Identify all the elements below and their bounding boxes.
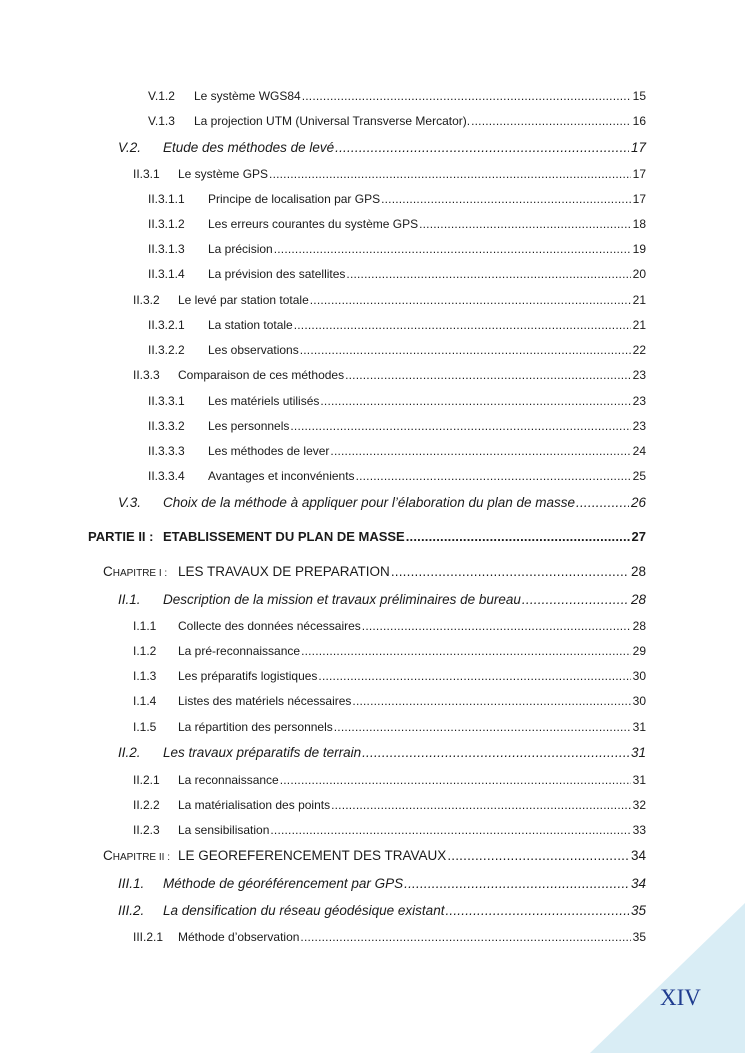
toc-entry[interactable]	[0, 343, 646, 357]
entry-title: Les personnels	[208, 419, 290, 433]
entry-number: II.3.2.1	[148, 318, 185, 332]
entry-number: V.1.2	[148, 89, 175, 103]
toc-entry[interactable]	[0, 167, 646, 181]
corner-decoration	[590, 903, 745, 1053]
leader-dots	[362, 745, 629, 760]
leader-dots	[391, 564, 629, 579]
entry-title: Avantages et inconvénients	[208, 469, 355, 483]
entry-title: Les préparatifs logistiques	[178, 669, 318, 683]
entry-page: 23	[632, 394, 646, 408]
entry-page: 28	[632, 619, 646, 633]
entry-title: Les méthodes de lever	[208, 444, 330, 458]
entry-number: V.1.3	[148, 114, 175, 128]
entry-page: 17	[632, 192, 646, 206]
entry-page: 27	[631, 529, 646, 544]
toc-entry[interactable]	[0, 217, 646, 231]
entry-title: La sensibilisation	[178, 823, 270, 837]
entry-title: La station totale	[208, 318, 293, 332]
leader-dots	[419, 217, 631, 231]
leader-dots	[356, 469, 631, 483]
entry-title: Listes des matériels nécessaires	[178, 694, 352, 708]
entry-number: III.2.1	[133, 930, 164, 944]
entry-number: CHAPITRE II :	[103, 848, 170, 863]
toc-entry-chapter[interactable]	[0, 848, 646, 863]
entry-page: 23	[632, 368, 646, 382]
entry-page: 26	[630, 495, 646, 510]
entry-number: III.1.	[118, 876, 145, 891]
entry-page: 31	[632, 773, 646, 787]
leader-dots	[404, 876, 629, 891]
entry-title: Les observations	[208, 343, 299, 357]
entry-title: Choix de la méthode à appliquer pour l’élaboration du plan de masse	[163, 495, 576, 510]
entry-page: 25	[632, 469, 646, 483]
entry-number: I.1.1	[133, 619, 157, 633]
entry-page: 18	[632, 217, 646, 231]
leader-dots	[300, 930, 630, 944]
leader-dots	[310, 293, 631, 307]
toc-entry[interactable]	[0, 89, 646, 103]
entry-title: La projection UTM (Universal Transverse Mercator).	[194, 114, 471, 128]
toc-entry[interactable]	[0, 114, 646, 128]
toc-entry[interactable]	[0, 394, 646, 408]
entry-number: V.2.	[118, 140, 142, 155]
entry-page: 34	[630, 848, 646, 863]
leader-dots	[381, 192, 631, 206]
entry-page: 30	[632, 669, 646, 683]
toc-entry[interactable]	[0, 669, 646, 683]
leader-dots	[352, 694, 630, 708]
entry-number: III.2.	[118, 903, 145, 918]
entry-page: 22	[632, 343, 646, 357]
entry-page: 31	[630, 745, 646, 760]
entry-number: II.2.2	[133, 798, 160, 812]
entry-number: I.1.2	[133, 644, 157, 658]
toc-entry[interactable]	[0, 773, 646, 787]
entry-page: 19	[632, 242, 646, 256]
entry-page: 31	[632, 720, 646, 734]
entry-page: 34	[630, 876, 646, 891]
entry-number: II.3.1	[133, 167, 160, 181]
leader-dots	[335, 140, 629, 155]
entry-number: I.1.5	[133, 720, 157, 734]
entry-number: II.3.1.3	[148, 242, 185, 256]
entry-page: 29	[632, 644, 646, 658]
entry-title: Méthode de géoréférencement par GPS	[163, 876, 404, 891]
entry-number: II.3.3	[133, 368, 160, 382]
toc-entry-chapter[interactable]	[0, 564, 646, 579]
entry-page: 28	[630, 592, 646, 607]
entry-title: La répartition des personnels	[178, 720, 333, 734]
entry-page: 33	[632, 823, 646, 837]
entry-number: II.3.3.3	[148, 444, 185, 458]
entry-number: II.3.1.4	[148, 267, 185, 281]
entry-title: Le système WGS84	[194, 89, 301, 103]
entry-number: CHAPITRE I :	[103, 564, 168, 579]
entry-title: La densification du réseau géodésique existant	[163, 903, 445, 918]
entry-page: 24	[632, 444, 646, 458]
leader-dots	[406, 529, 630, 544]
leader-dots	[331, 798, 631, 812]
leader-dots	[345, 368, 631, 382]
entry-number: II.3.1.2	[148, 217, 185, 231]
leader-dots	[576, 495, 629, 510]
entry-title: Les travaux préparatifs de terrain	[163, 745, 362, 760]
leader-dots	[522, 592, 629, 607]
entry-title: Comparaison de ces méthodes	[178, 368, 345, 382]
entry-page: 21	[632, 318, 646, 332]
entry-title: Les erreurs courantes du système GPS	[208, 217, 419, 231]
entry-number: II.3.3.1	[148, 394, 185, 408]
leader-dots	[300, 343, 631, 357]
leader-dots	[294, 318, 631, 332]
toc-entry[interactable]	[0, 192, 646, 206]
page-number: XIV	[660, 985, 701, 1010]
entry-number: II.3.3.2	[148, 419, 185, 433]
leader-dots	[290, 419, 630, 433]
leader-dots	[334, 720, 631, 734]
entry-title: Etude des méthodes de levé	[163, 140, 335, 155]
entry-page: 32	[632, 798, 646, 812]
entry-title: La matérialisation des points	[178, 798, 331, 812]
toc-entry[interactable]	[0, 318, 646, 332]
toc-entry-part[interactable]	[0, 529, 646, 544]
toc-entry[interactable]	[0, 694, 646, 708]
entry-page: 30	[632, 694, 646, 708]
entry-title: ETABLISSEMENT DU PLAN DE MASSE	[163, 529, 405, 544]
entry-number: II.3.1.1	[148, 192, 185, 206]
entry-page: 23	[632, 419, 646, 433]
leader-dots	[362, 619, 631, 633]
entry-title: Le système GPS	[178, 167, 269, 181]
entry-number: V.3.	[118, 495, 142, 510]
entry-page: 17	[632, 167, 646, 181]
entry-title: LE GEOREFERENCEMENT DES TRAVAUX	[178, 848, 447, 863]
leader-dots	[447, 848, 629, 863]
toc-entry[interactable]	[0, 930, 646, 944]
toc-entry[interactable]	[0, 469, 646, 483]
entry-title: La prévision des satellites	[208, 267, 346, 281]
toc-entry[interactable]	[0, 242, 646, 256]
entry-title: La pré-reconnaissance	[178, 644, 301, 658]
entry-page: 35	[630, 903, 646, 918]
entry-page: 20	[632, 267, 646, 281]
entry-title: La reconnaissance	[178, 773, 279, 787]
toc-entry[interactable]	[0, 293, 646, 307]
entry-title: Description de la mission et travaux préliminaires de bureau	[163, 592, 521, 607]
leader-dots	[269, 167, 631, 181]
toc-entry[interactable]	[0, 644, 646, 658]
toc-entry[interactable]	[0, 619, 646, 633]
entry-title: La précision	[208, 242, 273, 256]
entry-number: II.3.3.4	[148, 469, 185, 483]
entry-number: I.1.3	[133, 669, 157, 683]
entry-title: Méthode d’observation	[178, 930, 300, 944]
leader-dots	[280, 773, 631, 787]
toc-entry[interactable]	[0, 903, 646, 918]
entry-number: II.2.1	[133, 773, 160, 787]
leader-dots	[471, 114, 631, 128]
toc-entry[interactable]	[0, 419, 646, 433]
entry-number: II.1.	[118, 592, 141, 607]
leader-dots	[346, 267, 630, 281]
toc-entry[interactable]	[0, 876, 646, 891]
entry-page: 35	[632, 930, 646, 944]
toc-entry[interactable]	[0, 495, 646, 510]
toc-entry[interactable]	[0, 368, 646, 382]
entry-page: 21	[632, 293, 646, 307]
entry-number: II.3.2	[133, 293, 160, 307]
toc-entry[interactable]	[0, 798, 646, 812]
toc-entry[interactable]	[0, 823, 646, 837]
leader-dots	[274, 242, 631, 256]
toc-entry[interactable]	[0, 444, 646, 458]
entry-title: Principe de localisation par GPS	[208, 192, 381, 206]
leader-dots	[302, 89, 631, 103]
entry-title: LES TRAVAUX DE PREPARATION	[178, 564, 390, 579]
toc-entry[interactable]	[0, 745, 646, 760]
entry-number: I.1.4	[133, 694, 157, 708]
toc-entry[interactable]	[0, 140, 646, 155]
entry-title: Les matériels utilisés	[208, 394, 320, 408]
entry-number: PARTIE II :	[88, 529, 154, 544]
entry-page: 15	[632, 89, 646, 103]
entry-number: II.2.3	[133, 823, 160, 837]
leader-dots	[270, 823, 630, 837]
entry-title: Le levé par station totale	[178, 293, 309, 307]
entry-page: 16	[632, 114, 646, 128]
entry-page: 28	[630, 564, 646, 579]
entry-number: II.3.2.2	[148, 343, 185, 357]
leader-dots	[301, 644, 631, 658]
leader-dots	[330, 444, 630, 458]
entry-number: II.2.	[118, 745, 141, 760]
corner-triangle	[590, 903, 745, 1053]
entry-page: 17	[630, 140, 646, 155]
leader-dots	[320, 394, 630, 408]
toc-entry[interactable]	[0, 592, 646, 607]
leader-dots	[318, 669, 630, 683]
toc-entry[interactable]	[0, 720, 646, 734]
toc-entry[interactable]	[0, 267, 646, 281]
entry-title: Collecte des données nécessaires	[178, 619, 361, 633]
